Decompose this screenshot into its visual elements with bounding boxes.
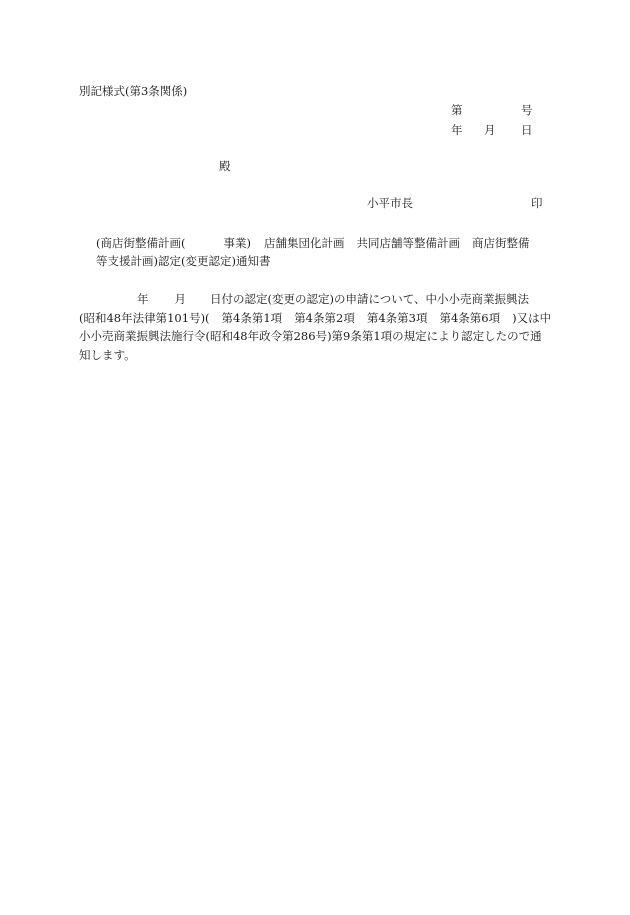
title-segment: 共同店舗等整備計画 bbox=[356, 236, 460, 250]
title-segment: 商店街整備 bbox=[471, 236, 530, 250]
document-title-line-2: 等支援計画)認定(変更認定)通知書 bbox=[96, 254, 271, 268]
notice-body bbox=[79, 290, 552, 364]
addressee-suffix: 殿 bbox=[219, 159, 231, 173]
sender-title: 小平市長 bbox=[367, 196, 413, 210]
document-title-line-1 bbox=[96, 238, 529, 250]
title-segment: 店舗集団化計画 bbox=[263, 236, 345, 250]
body-line-1: 年 月 日付の認定(変更の認定)の申請について、中小小売商業振興法 bbox=[137, 292, 530, 306]
date-year-label: 年 bbox=[451, 123, 463, 137]
form-label: 別記様式(第3条関係) bbox=[79, 84, 188, 98]
body-line-4: 知します。 bbox=[79, 347, 136, 362]
seal-mark: 印 bbox=[531, 196, 543, 210]
date-month-label: 月 bbox=[484, 123, 496, 137]
title-segment: (商店街整備計画( bbox=[96, 236, 186, 250]
document-number-prefix: 第 bbox=[451, 103, 463, 117]
document-number-suffix: 号 bbox=[521, 103, 533, 117]
title-segment: 事業) bbox=[223, 236, 251, 250]
date-day-label: 日 bbox=[521, 123, 533, 137]
body-line-2: (昭和48年法律第101号)( 第4条第1項 第4条第2項 第4条第3項 第4条第6項 )又は中 bbox=[79, 310, 552, 325]
body-line-3: 小小売商業振興法施行令(昭和48年政令第286号)第9条第1項の規定により認定したので通 bbox=[79, 329, 542, 343]
